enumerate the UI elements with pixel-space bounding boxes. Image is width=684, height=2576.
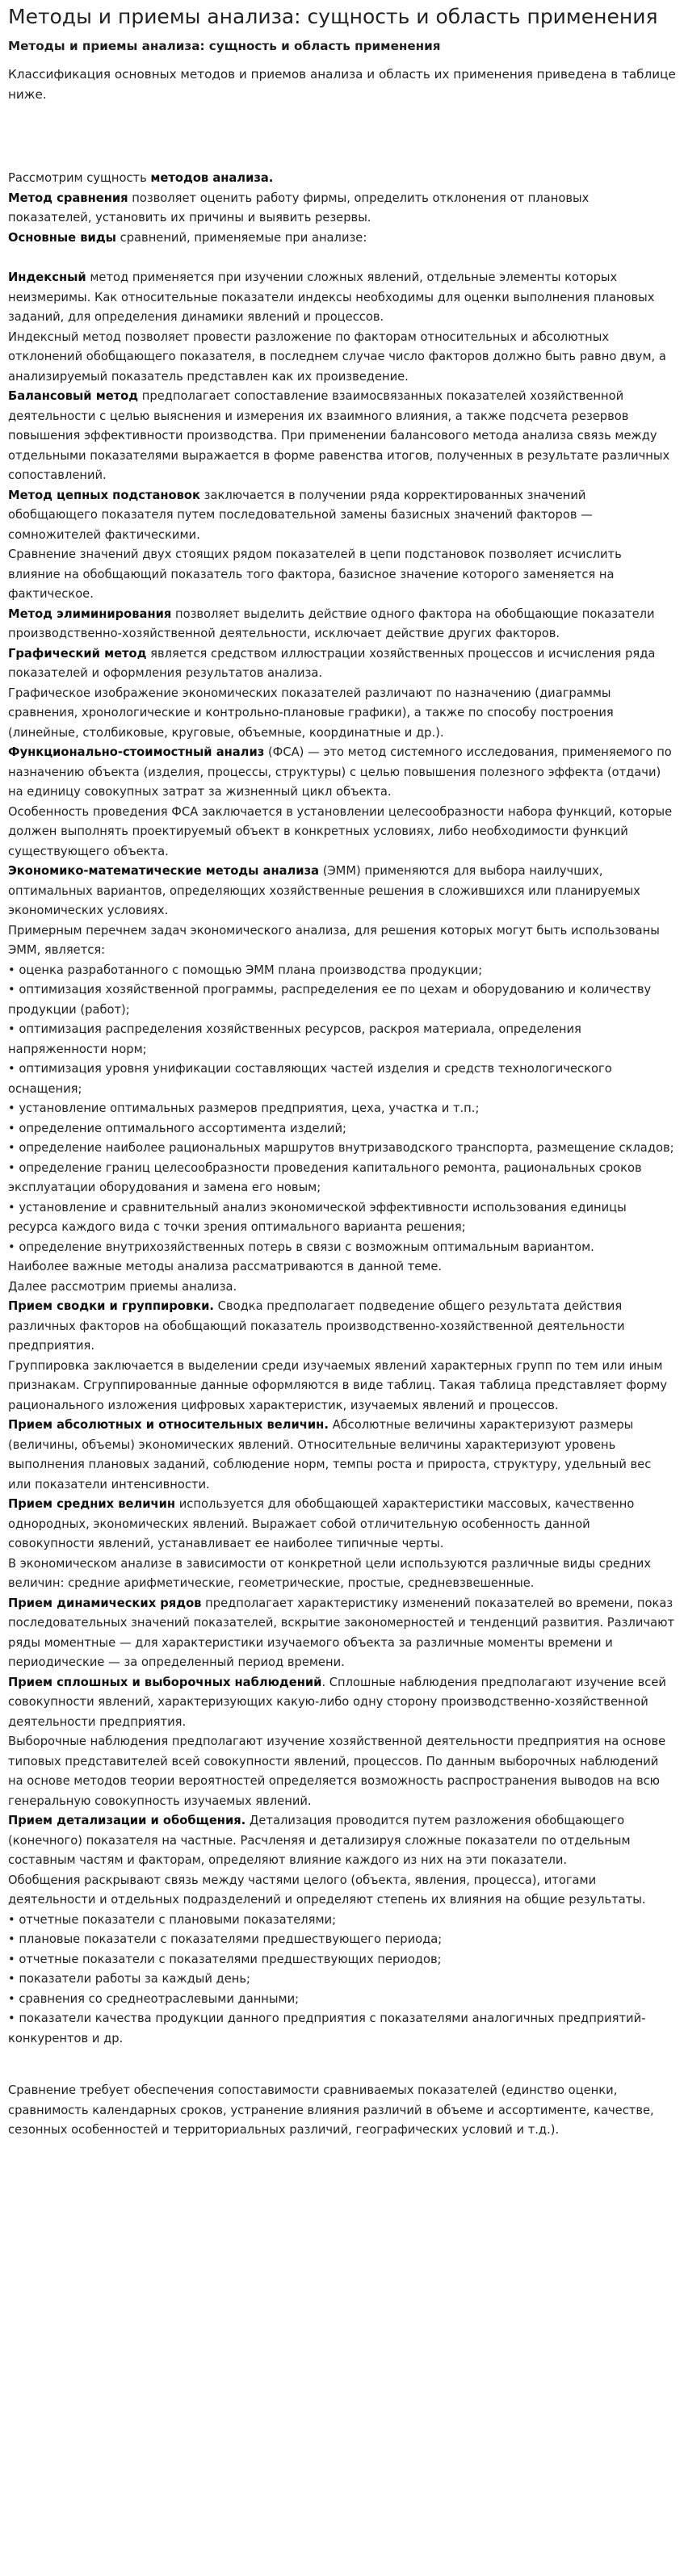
paragraph bbox=[8, 486, 676, 546]
paragraph-text: (ФСА) — это метод системного исследования, применяемого по назначению объекта (изделия, процессы, структуры) с целью повышения полезного эффекта (отдачи) на единицу совокупных затрат за жизненный цикл объекта. bbox=[8, 745, 672, 799]
bold-term: Метод элиминирования bbox=[8, 606, 172, 621]
bold-term: Балансовый метод bbox=[8, 389, 139, 403]
paragraph bbox=[8, 1059, 676, 1099]
paragraph bbox=[8, 1357, 676, 1416]
paragraph-text: позволяет выделить действие одного фактора на обобщающие показатели производственно-хозяйственной деятельности, исключает действие других факторов. bbox=[8, 606, 655, 640]
paragraph-text: Группировка заключается в выделении среди изучаемых явлений характерных групп по тем или иным признакам. Сгруппированные данные оформляются в виде таблиц. Такая таблица представляет форму рационального изложения цифровых характеристик, изучаемых явлений и процессов. bbox=[8, 1358, 668, 1412]
bold-term: Основные виды bbox=[8, 230, 116, 245]
paragraph bbox=[8, 169, 676, 189]
paragraph-text: • определение границ целесообразности проведения капитального ремонта, рациональных сроков эксплуатации оборудования и замена его новым; bbox=[8, 1160, 642, 1194]
paragraph-text: Наиболее важные методы анализа рассматриваются в данной теме. bbox=[8, 1260, 443, 1273]
bold-term: Прием детализации и обобщения. bbox=[8, 1814, 246, 1827]
paragraph-text: • оптимизация хозяйственной программы, распределения ее по цехам и оборудованию и количеству продукции (работ); bbox=[8, 983, 652, 1017]
paragraph bbox=[8, 328, 676, 388]
paragraph-text: используется для обобщающей характеристики массовых, качественно однородных, экономических явлений. Выражает собой отличительную особенность данной совокупности явлений, устанавливает ее наиболее типичные черты. bbox=[8, 1497, 635, 1550]
paragraph-text: Обобщения раскрывают связь между частями целого (объекта, явления, процесса), итогами деятельности и отдельных подразделений и определяют степень их влияния на общие результаты. bbox=[8, 1873, 646, 1907]
paragraph-text: Абсолютные величины характеризуют размеры (величины, объемы) экономических явлений. Относительные величины характеризуют уровень выполнения плановых заданий, соблюдение норм, темпы роста и прироста, структуру, удельный вес или показатели интенсивности. bbox=[8, 1418, 652, 1491]
bold-term: Прием сводки и группировки. bbox=[8, 1299, 214, 1313]
paragraph bbox=[8, 1159, 676, 1198]
paragraph bbox=[8, 1811, 676, 1871]
paragraph bbox=[8, 268, 676, 328]
paragraph-text: • оптимизация распределения хозяйственных ресурсов, раскроя материала, определения напряженности норм; bbox=[8, 1022, 581, 1056]
paragraph bbox=[8, 1970, 676, 1990]
paragraph bbox=[8, 1198, 676, 1238]
paragraph-text: является средством иллюстрации хозяйственных процессов и исчисления ряда показателей и оформления результатов анализа. bbox=[8, 646, 656, 680]
paragraph bbox=[8, 644, 676, 684]
paragraph-text: • установление оптимальных размеров предприятия, цеха, участка и т.п.; bbox=[8, 1101, 480, 1115]
paragraph bbox=[8, 803, 676, 862]
article-subtitle: Методы и приемы анализа: сущность и область применения bbox=[8, 39, 441, 53]
paragraph-text: предполагает характеристику изменений показателей во времени, показ последовательных значений показателей, вскрытие закономерностей и тенденций развития. Различают ряды моментные — для характеристики изучаемого объекта за различные моменты времени и периодические — за определенный период времени. bbox=[8, 1596, 675, 1669]
paragraph bbox=[8, 545, 676, 605]
paragraph bbox=[8, 1119, 676, 1139]
paragraph-text: • показатели качества продукции данного предприятия с показателями аналогичных предприятий-конкурентов и др. bbox=[8, 2012, 646, 2045]
paragraph-text: Рассмотрим сущность bbox=[8, 171, 151, 185]
paragraph-text: • плановые показатели с показателями предшествующего периода; bbox=[8, 1932, 443, 1946]
paragraph bbox=[8, 1099, 676, 1119]
paragraph-text: • сравнения со среднеотраслевыми данными; bbox=[8, 1991, 300, 2006]
paragraph-text: • отчетные показатели с показателями предшествующих периодов; bbox=[8, 1952, 442, 1966]
paragraph-text: Примерным перечнем задач экономического анализа, для решения которых могут быть использованы ЭММ, является: bbox=[8, 923, 660, 957]
paragraph bbox=[8, 1950, 676, 1970]
article-body bbox=[8, 169, 676, 2141]
paragraph bbox=[8, 229, 676, 249]
intro-text: Классификация основных методов и приемов анализа и область их применения приведена в таблице ниже. bbox=[8, 67, 676, 102]
bold-term: Метод цепных подстановок bbox=[8, 488, 200, 502]
paragraph-text: • определение внутрихозяйственных потерь в связи с возможным оптимальным вариантом. bbox=[8, 1240, 594, 1254]
bold-term: Прием абсолютных и относительных величин. bbox=[8, 1418, 329, 1432]
paragraph bbox=[8, 862, 676, 921]
paragraph-text: • определение оптимального ассортимента изделий; bbox=[8, 1121, 347, 1135]
paragraph bbox=[8, 1732, 676, 1811]
bold-term: Метод сравнения bbox=[8, 191, 128, 205]
paragraph-text: Сводка предполагает подведение общего результата действия различных факторов на обобщающий показатель производственно-хозяйственной деятельности предприятия. bbox=[8, 1299, 625, 1353]
paragraph bbox=[8, 1911, 676, 1931]
paragraph-text: • определение наиболее рациональных маршрутов внутризаводского транспорта, размещение складов; bbox=[8, 1141, 674, 1155]
paragraph bbox=[8, 605, 676, 644]
bold-term: методов анализа. bbox=[150, 171, 274, 185]
paragraph-text: • оптимизация уровня унификации составляющих частей изделия и средств технологического оснащения; bbox=[8, 1062, 612, 1096]
paragraph bbox=[8, 1257, 676, 1278]
paragraph-text: Сравнение значений двух стоящих рядом показателей в цепи подстановок позволяет исчислить влияние на обобщающий показатель того фактора, базисное значение которого заменяется на фактическое. bbox=[8, 548, 622, 601]
page-title: Методы и приемы анализа: сущность и область применения bbox=[8, 5, 658, 28]
bold-term: Экономико-математические методы анализа bbox=[8, 864, 320, 878]
bold-term: Прием динамических рядов bbox=[8, 1596, 202, 1610]
bold-term: Функционально-стоимостный анализ bbox=[8, 745, 265, 759]
bold-term: Графический метод bbox=[8, 646, 147, 661]
paragraph-text: Детализация проводится путем разложения обобщающего (конечного) показателя на частные. Расчленяя и детализируя сложные показатели по отдельным составным частям и факторам, определяют влияние каждого из них на эти показатели. bbox=[8, 1814, 631, 1867]
paragraph-text: Далее рассмотрим приемы анализа. bbox=[8, 1279, 237, 1294]
paragraph-text: позволяет оценить работу фирмы, определить отклонения от плановых показателей, установить их причины и выявить резервы. bbox=[8, 191, 590, 224]
paragraph bbox=[8, 189, 676, 229]
paragraph bbox=[8, 1416, 676, 1495]
paragraph bbox=[8, 1871, 676, 1911]
paragraph-text: предполагает сопоставление взаимосвязанных показателей хозяйственной деятельности с целью выяснения и измерения их взаимного влияния, а также подсчета резервов повышения эффективности производства. При применении балансового метода анализа связь между отдельными показателями выражается в форме равенства итогов, полученных в результате различных сопоставлений. bbox=[8, 389, 670, 482]
paragraph-text: Индексный метод позволяет провести разложение по факторам относительных и абсолютных отклонений обобщающего показателя, в последнем случае число факторов должно быть равно двум, а анализируемый показатель представлен как их произведение. bbox=[8, 329, 666, 384]
paragraph-text: • установление и сравнительный анализ экономической эффективности использования единицы ресурса каждого вида с точки зрения оптимального варианта решения; bbox=[8, 1200, 627, 1234]
paragraph bbox=[8, 921, 676, 961]
paragraph bbox=[8, 961, 676, 981]
bold-term: Прием средних величин bbox=[8, 1497, 176, 1511]
paragraph bbox=[8, 1278, 676, 1298]
paragraph bbox=[8, 1495, 676, 1554]
paragraph-text: заключается в получении ряда корректированных значений обобщающего показателя путем последовательной замены базисных значений факторов — сомножителей фактическими. bbox=[8, 488, 593, 542]
paragraph bbox=[8, 1930, 676, 1950]
paragraph bbox=[8, 2081, 676, 2141]
paragraph bbox=[8, 2009, 676, 2049]
paragraph bbox=[8, 1554, 676, 1594]
paragraph-text: метод применяется при изучении сложных явлений, отдельные элементы которых неизмеримы. Как относительные показатели индексы необходимы для оценки выполнения плановых заданий, для определения динамики явлений и процессов. bbox=[8, 271, 655, 324]
paragraph-text: Графическое изображение экономических показателей различают по назначению (диаграммы сравнения, хронологические и контрольно-плановые графики), а также по способу построения (линейные, столбиковые, круговые, объемные, координатные и др.). bbox=[8, 686, 614, 740]
paragraph-text: . Сплошные наблюдения предполагают изучение всей совокупности явлений, характеризующих какую-либо одну сторону производственно-хозяйственной деятельности предприятия. bbox=[8, 1675, 666, 1729]
paragraph bbox=[8, 387, 676, 486]
paragraph bbox=[8, 1020, 676, 1059]
paragraph-text: Особенность проведения ФСА заключается в установлении целесообразности набора функций, которые должен выполнять проектируемый объект в конкретных условиях, либо необходимости функций существующего объекта. bbox=[8, 804, 673, 858]
paragraph-text: • отчетные показатели с плановыми показателями; bbox=[8, 1912, 337, 1927]
paragraph bbox=[8, 1139, 676, 1159]
paragraph-text: сравнений, применяемые при анализе: bbox=[115, 230, 367, 245]
bold-term: Индексный bbox=[8, 271, 86, 284]
paragraph bbox=[8, 1594, 676, 1673]
paragraph-text: (ЭММ) применяются для выбора наилучших, оптимальных вариантов, определяющих хозяйственные решения в сложившихся или планируемых экономических условиях. bbox=[8, 864, 640, 917]
paragraph bbox=[8, 1238, 676, 1258]
bold-term: Прием сплошных и выборочных наблюдений bbox=[8, 1675, 322, 1689]
paragraph-text: • оценка разработанного с помощью ЭММ плана производства продукции; bbox=[8, 963, 483, 977]
paragraph bbox=[8, 684, 676, 744]
paragraph bbox=[8, 1990, 676, 2010]
paragraph bbox=[8, 1297, 676, 1357]
paragraph-text: • показатели работы за каждый день; bbox=[8, 1972, 250, 1986]
paragraph-text: Выборочные наблюдения предполагают изучение хозяйственной деятельности предприятия на основе типовых представителей всей совокупности явлений, процессов. По данным выборочных наблюдений на основе методов теории вероятностей определяется возможность распространения выводов на всю генеральную совокупность изучаемых явлений. bbox=[8, 1735, 666, 1808]
paragraph bbox=[8, 743, 676, 803]
paragraph-text: Сравнение требует обеспечения сопоставимости сравниваемых показателей (единство оценки, сравнимость календарных сроков, устранение влияния различий в объеме и ассортименте, качестве, сезонных особенностей и территориальных различий, географических условий и т.д.). bbox=[8, 2083, 654, 2137]
paragraph bbox=[8, 980, 676, 1020]
paragraph-text: В экономическом анализе в зависимости от конкретной цели используются различные виды средних величин: средние арифметические, геометрические, простые, средневзвешенные. bbox=[8, 1556, 652, 1590]
paragraph bbox=[8, 1673, 676, 1733]
